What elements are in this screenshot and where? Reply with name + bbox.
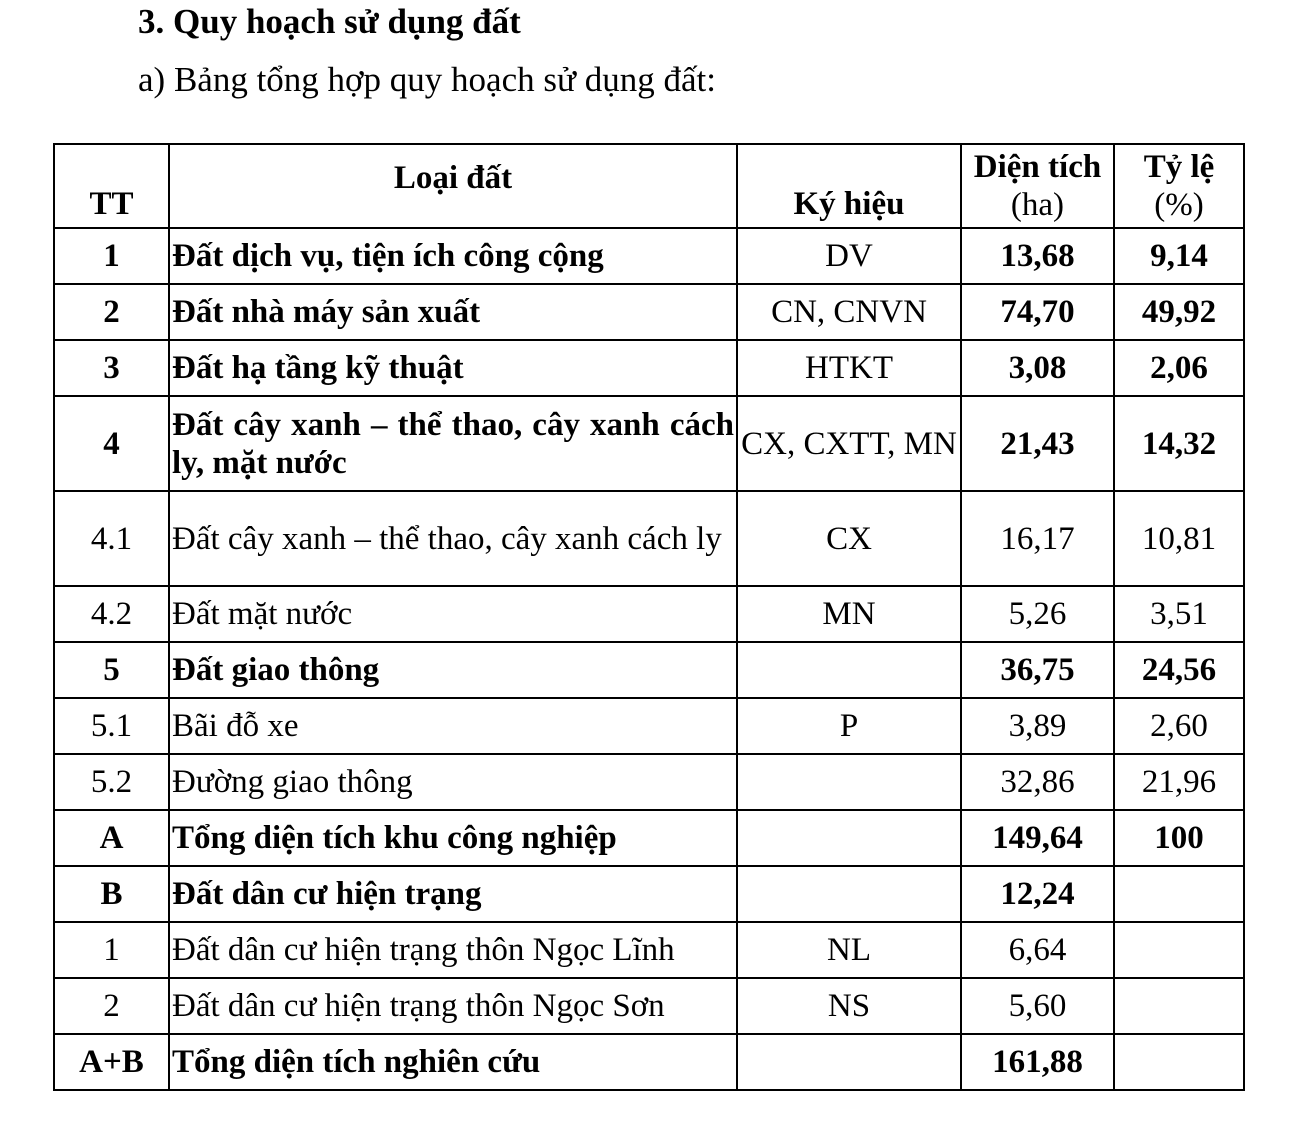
row-land-type-cell: Đường giao thông	[169, 754, 737, 810]
row-ratio-cell	[1114, 1034, 1244, 1090]
table-row	[54, 754, 1244, 810]
row-tt-cell: B	[54, 866, 169, 922]
row-area-cell: 32,86	[961, 754, 1114, 810]
row-tt-cell: 3	[54, 340, 169, 396]
header-area	[961, 144, 1114, 228]
table-body	[54, 228, 1244, 1090]
table-row	[54, 284, 1244, 340]
table-row	[54, 810, 1244, 866]
row-symbol-cell: NS	[737, 978, 961, 1034]
header-area-line1: Diện tích	[973, 149, 1102, 185]
row-area-cell: 13,68	[961, 228, 1114, 284]
row-symbol-cell	[737, 866, 961, 922]
row-tt-cell: 5.1	[54, 698, 169, 754]
table-row	[54, 642, 1244, 698]
row-area-cell: 21,43	[961, 396, 1114, 491]
table-row	[54, 866, 1244, 922]
row-tt-cell: 5	[54, 642, 169, 698]
row-symbol-cell: CX, CXTT, MN	[737, 396, 961, 491]
header-area-unit: (ha)	[1010, 187, 1065, 223]
row-ratio-cell: 14,32	[1114, 396, 1244, 491]
row-area-cell: 74,70	[961, 284, 1114, 340]
row-tt-cell: 4	[54, 396, 169, 491]
table-row	[54, 340, 1244, 396]
row-symbol-cell	[737, 754, 961, 810]
row-land-type-cell: Đất hạ tầng kỹ thuật	[169, 340, 737, 396]
section-heading: 3. Quy hoạch sử dụng đất	[138, 2, 521, 41]
table-row	[54, 586, 1244, 642]
header-land-type: Loại đất	[169, 144, 737, 228]
table-row	[54, 491, 1244, 586]
row-area-cell: 161,88	[961, 1034, 1114, 1090]
row-land-type-cell: Tổng diện tích khu công nghiệp	[169, 810, 737, 866]
row-tt-cell: 4.2	[54, 586, 169, 642]
row-symbol-cell: CX	[737, 491, 961, 586]
row-ratio-cell: 3,51	[1114, 586, 1244, 642]
row-ratio-cell: 2,60	[1114, 698, 1244, 754]
table-row	[54, 396, 1244, 491]
row-symbol-cell: CN, CNVN	[737, 284, 961, 340]
row-land-type-cell: Đất dân cư hiện trạng thôn Ngọc Lĩnh	[169, 922, 737, 978]
header-ratio-unit: (%)	[1154, 187, 1204, 223]
header-ratio-line1: Tỷ lệ	[1143, 149, 1215, 185]
row-land-type-cell: Bãi đỗ xe	[169, 698, 737, 754]
row-symbol-cell: MN	[737, 586, 961, 642]
header-tt: TT	[54, 144, 169, 228]
row-land-type-cell: Đất cây xanh – thể thao, cây xanh cách ly	[169, 491, 737, 586]
row-ratio-cell: 49,92	[1114, 284, 1244, 340]
row-land-type-cell: Đất dân cư hiện trạng thôn Ngọc Sơn	[169, 978, 737, 1034]
row-area-cell: 36,75	[961, 642, 1114, 698]
row-symbol-cell	[737, 642, 961, 698]
row-area-cell: 5,60	[961, 978, 1114, 1034]
row-ratio-cell	[1114, 978, 1244, 1034]
table-caption: a) Bảng tổng hợp quy hoạch sử dụng đất:	[138, 60, 716, 99]
row-area-cell: 6,64	[961, 922, 1114, 978]
row-land-type-cell: Đất mặt nước	[169, 586, 737, 642]
row-symbol-cell	[737, 810, 961, 866]
row-area-cell: 149,64	[961, 810, 1114, 866]
row-ratio-cell	[1114, 922, 1244, 978]
land-use-table	[53, 143, 1245, 1091]
row-ratio-cell: 9,14	[1114, 228, 1244, 284]
table-row	[54, 1034, 1244, 1090]
row-ratio-cell: 24,56	[1114, 642, 1244, 698]
row-area-cell: 5,26	[961, 586, 1114, 642]
row-land-type-cell: Đất dân cư hiện trạng	[169, 866, 737, 922]
row-tt-cell: 2	[54, 978, 169, 1034]
header-symbol: Ký hiệu	[737, 144, 961, 228]
row-land-type-cell: Đất dịch vụ, tiện ích công cộng	[169, 228, 737, 284]
row-symbol-cell: DV	[737, 228, 961, 284]
header-ratio	[1114, 144, 1244, 228]
row-symbol-cell	[737, 1034, 961, 1090]
table-header-row	[54, 144, 1244, 228]
row-area-cell: 16,17	[961, 491, 1114, 586]
row-ratio-cell	[1114, 866, 1244, 922]
table-row	[54, 922, 1244, 978]
row-land-type-cell: Đất nhà máy sản xuất	[169, 284, 737, 340]
table-row	[54, 978, 1244, 1034]
row-ratio-cell: 100	[1114, 810, 1244, 866]
row-ratio-cell: 2,06	[1114, 340, 1244, 396]
row-tt-cell: 1	[54, 922, 169, 978]
row-tt-cell: 5.2	[54, 754, 169, 810]
row-symbol-cell: NL	[737, 922, 961, 978]
row-land-type-cell: Tổng diện tích nghiên cứu	[169, 1034, 737, 1090]
row-symbol-cell: P	[737, 698, 961, 754]
table-row	[54, 698, 1244, 754]
row-tt-cell: A+B	[54, 1034, 169, 1090]
row-tt-cell: 2	[54, 284, 169, 340]
row-tt-cell: A	[54, 810, 169, 866]
row-symbol-cell: HTKT	[737, 340, 961, 396]
table-row	[54, 228, 1244, 284]
row-ratio-cell: 21,96	[1114, 754, 1244, 810]
row-area-cell: 3,89	[961, 698, 1114, 754]
row-land-type-cell: Đất cây xanh – thể thao, cây xanh cách ly, mặt nước	[169, 396, 737, 491]
row-area-cell: 12,24	[961, 866, 1114, 922]
row-ratio-cell: 10,81	[1114, 491, 1244, 586]
row-tt-cell: 1	[54, 228, 169, 284]
row-land-type-cell: Đất giao thông	[169, 642, 737, 698]
row-area-cell: 3,08	[961, 340, 1114, 396]
row-tt-cell: 4.1	[54, 491, 169, 586]
